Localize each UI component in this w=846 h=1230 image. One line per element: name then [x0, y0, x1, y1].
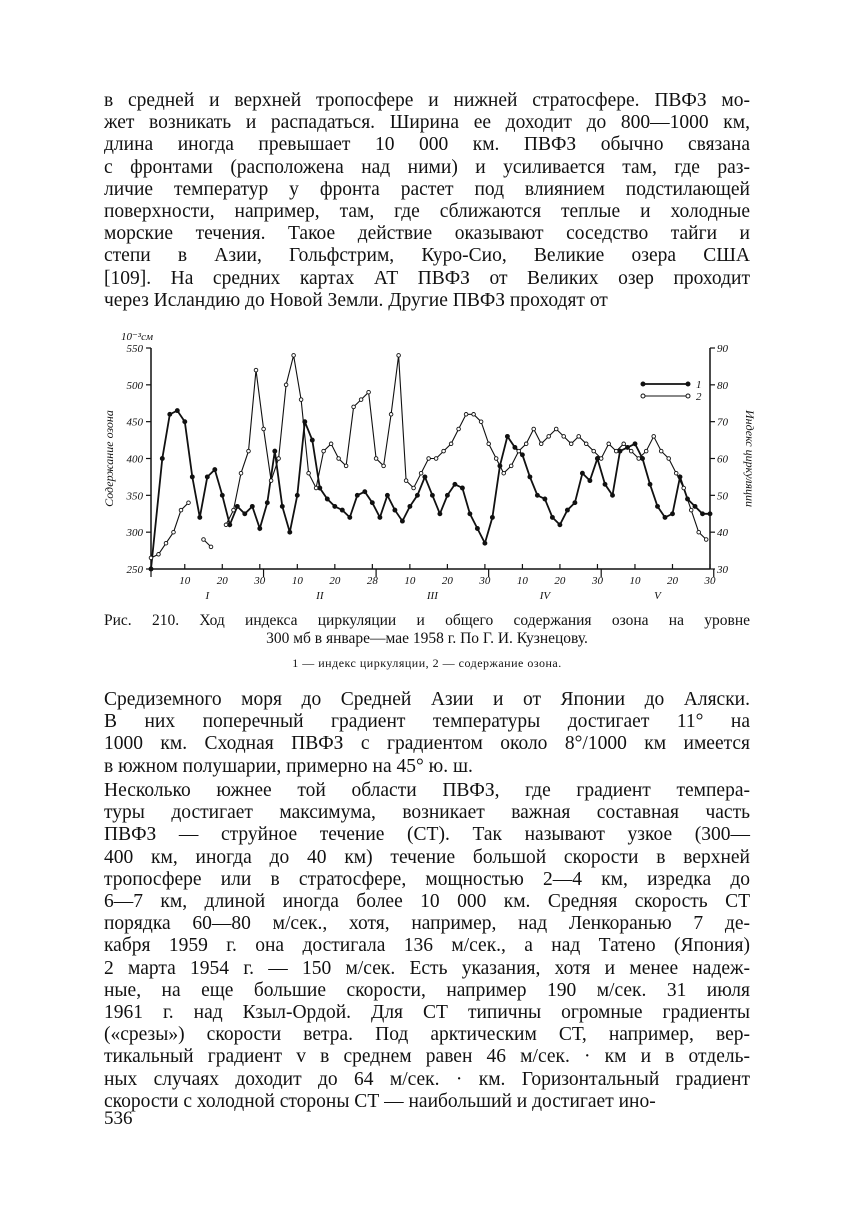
data-point: [254, 368, 258, 372]
data-point: [179, 508, 183, 512]
data-point: [532, 427, 536, 431]
figure-210-chart: [98, 326, 778, 606]
data-point: [618, 449, 622, 453]
x-tick-label: 28: [366, 575, 378, 587]
data-point: [228, 523, 232, 527]
data-point: [382, 464, 386, 468]
y-unit-label: 10⁻³см: [121, 331, 154, 343]
legend-marker: [641, 394, 645, 398]
data-point: [502, 471, 506, 475]
text-line: порядка 60—80 м/сек., хотя, например, над Ленкоранью 7 де-: [104, 913, 750, 935]
x-tick-label: 10: [179, 575, 191, 587]
data-point: [325, 497, 329, 501]
data-point: [633, 442, 637, 446]
data-point: [468, 512, 472, 516]
text-line: тикальный градиент v в среднем равен 46 м/сек. · км и в отдель-: [104, 1046, 750, 1068]
data-point: [160, 457, 164, 461]
text-line: жет возникать и распадаться. Ширина ее доходит до 800—1000 км,: [104, 112, 750, 134]
text-line: степи в Азии, Гольфстрим, Куро-Сио, Великие озера США: [104, 245, 750, 267]
text-line: скорости с холодной стороны СТ — наибольший и достигает ино-: [104, 1090, 656, 1112]
data-point: [250, 504, 254, 508]
text-line: 400 км, иногда до 40 км) течение большой скорости в верхней: [104, 846, 750, 868]
data-point: [419, 471, 423, 475]
series-line: [226, 355, 706, 539]
paragraph-top: [104, 90, 750, 312]
data-point: [243, 512, 247, 516]
data-point: [656, 504, 660, 508]
data-point: [157, 553, 161, 557]
data-point: [693, 504, 697, 508]
data-point: [175, 409, 179, 413]
data-point: [183, 420, 187, 424]
data-point: [573, 501, 577, 505]
data-point: [164, 541, 168, 545]
data-point: [168, 412, 172, 416]
data-point: [652, 435, 656, 439]
data-point: [318, 486, 322, 490]
data-point: [314, 486, 318, 490]
legend-marker: [686, 382, 690, 386]
data-point: [562, 435, 566, 439]
data-point: [284, 383, 288, 387]
data-point: [400, 519, 404, 523]
data-point: [629, 449, 633, 453]
y2-tick-label: 80: [717, 379, 728, 392]
x-tick-label: 30: [254, 575, 266, 587]
data-point: [611, 493, 615, 497]
data-point: [355, 493, 359, 497]
data-point: [704, 538, 708, 542]
y2-tick-label: 70: [717, 416, 728, 429]
x-tick-label: 30: [591, 575, 603, 587]
data-point: [430, 493, 434, 497]
data-point: [449, 442, 453, 446]
data-point: [475, 527, 479, 531]
data-point: [438, 512, 442, 516]
text-line: 2 марта 1954 г. — 150 м/сек. Есть указания, хотя и менее надеж-: [104, 957, 750, 979]
page-number: 536: [104, 1108, 133, 1129]
y-tick-label: 350: [126, 490, 143, 503]
data-point: [689, 508, 693, 512]
data-point: [584, 442, 588, 446]
x-tick-label: 20: [554, 575, 566, 587]
text-line: туры достигает максимума, возникает важная составная часть: [104, 802, 750, 824]
legend-marker: [641, 382, 645, 386]
y2-axis-title: Индекс циркуляции: [743, 409, 757, 508]
data-point: [550, 515, 554, 519]
legend-marker: [686, 394, 690, 398]
data-point: [348, 515, 352, 519]
data-point: [378, 515, 382, 519]
data-point: [299, 398, 303, 402]
data-point: [187, 501, 191, 505]
y-tick-label: 400: [126, 453, 143, 466]
data-point: [671, 512, 675, 516]
data-point: [408, 504, 412, 508]
series-line: [151, 411, 710, 569]
data-point: [539, 442, 543, 446]
data-point: [149, 567, 153, 571]
data-point: [427, 457, 431, 461]
data-point: [701, 512, 705, 516]
data-point: [385, 493, 389, 497]
y2-tick-label: 60: [717, 453, 728, 466]
data-point: [352, 405, 356, 409]
paragraph-middle-2: [104, 780, 750, 1113]
text-line: длина иногда превышает 10 000 км. ПВФЗ обычно связана: [104, 134, 750, 156]
data-point: [648, 482, 652, 486]
text-line: поверхности, например, там, где сближаются теплые и холодные: [104, 201, 750, 223]
text-line: В них поперечный градиент температуры достигает 11° на: [104, 711, 750, 733]
data-point: [494, 457, 498, 461]
data-point: [599, 457, 603, 461]
data-point: [569, 442, 573, 446]
data-point: [490, 515, 494, 519]
data-point: [265, 501, 269, 505]
text-line: тропосфере или в стратосфере, мощностью 2—4 км, изредка до: [104, 868, 750, 890]
data-point: [543, 497, 547, 501]
month-label: IV: [539, 590, 551, 602]
data-point: [344, 464, 348, 468]
legend-label-1: 1: [696, 379, 702, 391]
text-line: ные, на еще большие скорости, например 190 м/сек. 31 июля: [104, 979, 750, 1001]
data-point: [457, 427, 461, 431]
data-point: [269, 479, 273, 483]
data-point: [637, 457, 641, 461]
data-point: [528, 475, 532, 479]
data-point: [374, 457, 378, 461]
data-point: [393, 508, 397, 512]
data-point: [310, 438, 314, 442]
y2-tick-label: 30: [717, 564, 728, 576]
data-point: [415, 493, 419, 497]
text-line: Несколько южнее той области ПВФЗ, где градиент темпера-: [104, 780, 750, 801]
chart-svg: [98, 326, 778, 606]
data-point: [202, 538, 206, 542]
data-point: [224, 523, 228, 527]
caption-line-1: Рис. 210. Ход индекса циркуляции и общего содержания озона на уровне: [104, 612, 750, 629]
month-label: V: [654, 590, 661, 602]
data-point: [607, 442, 611, 446]
data-point: [464, 413, 468, 417]
text-line: ПВФЗ — струйное течение (СТ). Так называют узкое (300—: [104, 824, 750, 846]
data-point: [558, 523, 562, 527]
data-point: [460, 486, 464, 490]
data-point: [404, 479, 408, 483]
data-point: [307, 471, 311, 475]
series-circulation-index: [149, 409, 712, 571]
data-point: [359, 398, 363, 402]
data-point: [524, 442, 528, 446]
data-point: [595, 457, 599, 461]
data-point: [423, 475, 427, 479]
x-tick-label: 30: [704, 575, 716, 587]
y-tick-label: 450: [126, 416, 143, 429]
data-point: [389, 413, 393, 417]
x-tick-label: 20: [666, 575, 678, 587]
data-point: [663, 515, 667, 519]
data-point: [232, 508, 236, 512]
data-point: [697, 530, 701, 534]
data-point: [505, 434, 509, 438]
data-point: [641, 457, 645, 461]
data-point: [262, 427, 266, 431]
data-point: [453, 482, 457, 486]
data-point: [479, 420, 483, 424]
data-point: [412, 486, 416, 490]
data-point: [370, 501, 374, 505]
data-point: [535, 493, 539, 497]
data-point: [483, 541, 487, 545]
data-point: [580, 471, 584, 475]
data-point: [659, 449, 663, 453]
data-point: [445, 493, 449, 497]
data-point: [149, 556, 153, 560]
data-point: [333, 504, 337, 508]
data-point: [644, 449, 648, 453]
text-line: в южном полушарии, примерно на 45° ю. ш.: [104, 755, 473, 777]
y-tick-label: 300: [126, 527, 143, 540]
text-line: личие температур у фронта растет под влиянием подстилающей: [104, 178, 750, 200]
data-point: [329, 442, 333, 446]
y-tick-label: 550: [126, 343, 143, 355]
data-point: [190, 475, 194, 479]
data-point: [273, 449, 277, 453]
data-point: [258, 527, 262, 531]
data-point: [288, 530, 292, 534]
month-label: I: [205, 590, 210, 602]
data-point: [509, 464, 513, 468]
data-point: [622, 442, 626, 446]
x-tick-label: 20: [441, 575, 453, 587]
text-line: морские течения. Такое действие оказывают соседство тайги и: [104, 223, 750, 245]
figure-caption: [104, 612, 750, 648]
x-tick-label: 10: [291, 575, 303, 587]
month-label: III: [426, 590, 438, 602]
y-tick-label: 250: [126, 564, 143, 576]
data-point: [577, 435, 581, 439]
data-point: [520, 453, 524, 457]
month-label: II: [316, 590, 324, 602]
data-point: [220, 493, 224, 497]
paragraph-middle-1: [104, 689, 750, 778]
data-point: [554, 427, 558, 431]
text-line: 1961 г. над Кзыл-Ордой. Для СТ типичны огромные градиенты: [104, 1002, 750, 1024]
data-point: [239, 471, 243, 475]
data-point: [277, 457, 281, 461]
text-line: («срезы») скорости ветра. Под арктическим СТ, например, вер-: [104, 1024, 750, 1046]
data-point: [517, 449, 521, 453]
data-point: [337, 457, 341, 461]
y-axis-title: Содержание озона: [102, 410, 116, 507]
data-point: [295, 493, 299, 497]
text-line: через Исландию до Новой Земли. Другие ПВФЗ проходят от: [104, 289, 608, 311]
data-point: [205, 475, 209, 479]
text-line: 6—7 км, длиной иногда более 10 000 км. Средняя скорость СТ: [104, 891, 750, 913]
data-point: [397, 354, 401, 358]
y2-tick-label: 50: [717, 490, 728, 503]
data-point: [247, 449, 251, 453]
data-point: [588, 479, 592, 483]
data-point: [487, 442, 491, 446]
x-tick-label: 10: [629, 575, 641, 587]
text-line: кабря 1959 г. она достигала 136 м/сек., а над Татено (Япония): [104, 935, 750, 957]
text-line: в средней и верхней тропосфере и нижней стратосфере. ПВФЗ мо-: [104, 90, 750, 111]
text-line: Средиземного моря до Средней Азии и от Японии до Аляски.: [104, 689, 750, 710]
caption-line-2: 300 мб в январе—мае 1958 г. По Г. И. Кузнецову.: [266, 630, 588, 647]
caption-legend: 1 — индекс циркуляции, 2 — содержание озона.: [292, 656, 562, 670]
x-tick-label: 20: [329, 575, 341, 587]
x-tick-label: 20: [216, 575, 228, 587]
data-point: [667, 457, 671, 461]
data-point: [322, 449, 326, 453]
data-point: [198, 515, 202, 519]
y2-tick-label: 40: [717, 527, 728, 540]
data-point: [235, 504, 239, 508]
data-point: [292, 354, 296, 358]
data-point: [708, 512, 712, 516]
data-point: [363, 490, 367, 494]
data-point: [614, 449, 618, 453]
legend-label-2: 2: [696, 391, 702, 403]
data-point: [674, 471, 678, 475]
y-tick-label: 500: [126, 379, 143, 392]
data-point: [172, 530, 176, 534]
text-line: [109]. На средних картах АТ ПВФЗ от Великих озер проходит: [104, 267, 750, 289]
data-point: [340, 508, 344, 512]
series-ozone-content: [149, 354, 708, 560]
data-point: [472, 413, 476, 417]
x-tick-label: 10: [404, 575, 416, 587]
data-point: [565, 508, 569, 512]
data-point: [592, 449, 596, 453]
text-line: 1000 км. Сходная ПВФЗ с градиентом около 8°/1000 км имеется: [104, 733, 750, 755]
data-point: [513, 445, 517, 449]
data-point: [213, 468, 217, 472]
data-point: [547, 435, 551, 439]
data-point: [442, 449, 446, 453]
data-point: [682, 486, 686, 490]
data-point: [280, 504, 284, 508]
data-point: [367, 390, 371, 394]
data-point: [603, 482, 607, 486]
y2-tick-label: 90: [717, 343, 728, 355]
data-point: [209, 545, 213, 549]
x-tick-label: 10: [516, 575, 528, 587]
data-point: [434, 457, 438, 461]
text-line: с фронтами (расположена над ними) и усиливается там, где раз-: [104, 156, 750, 178]
text-line: ных случаях доходит до 64 м/сек. · км. Горизонтальный градиент: [104, 1068, 750, 1090]
x-tick-label: 30: [479, 575, 491, 587]
